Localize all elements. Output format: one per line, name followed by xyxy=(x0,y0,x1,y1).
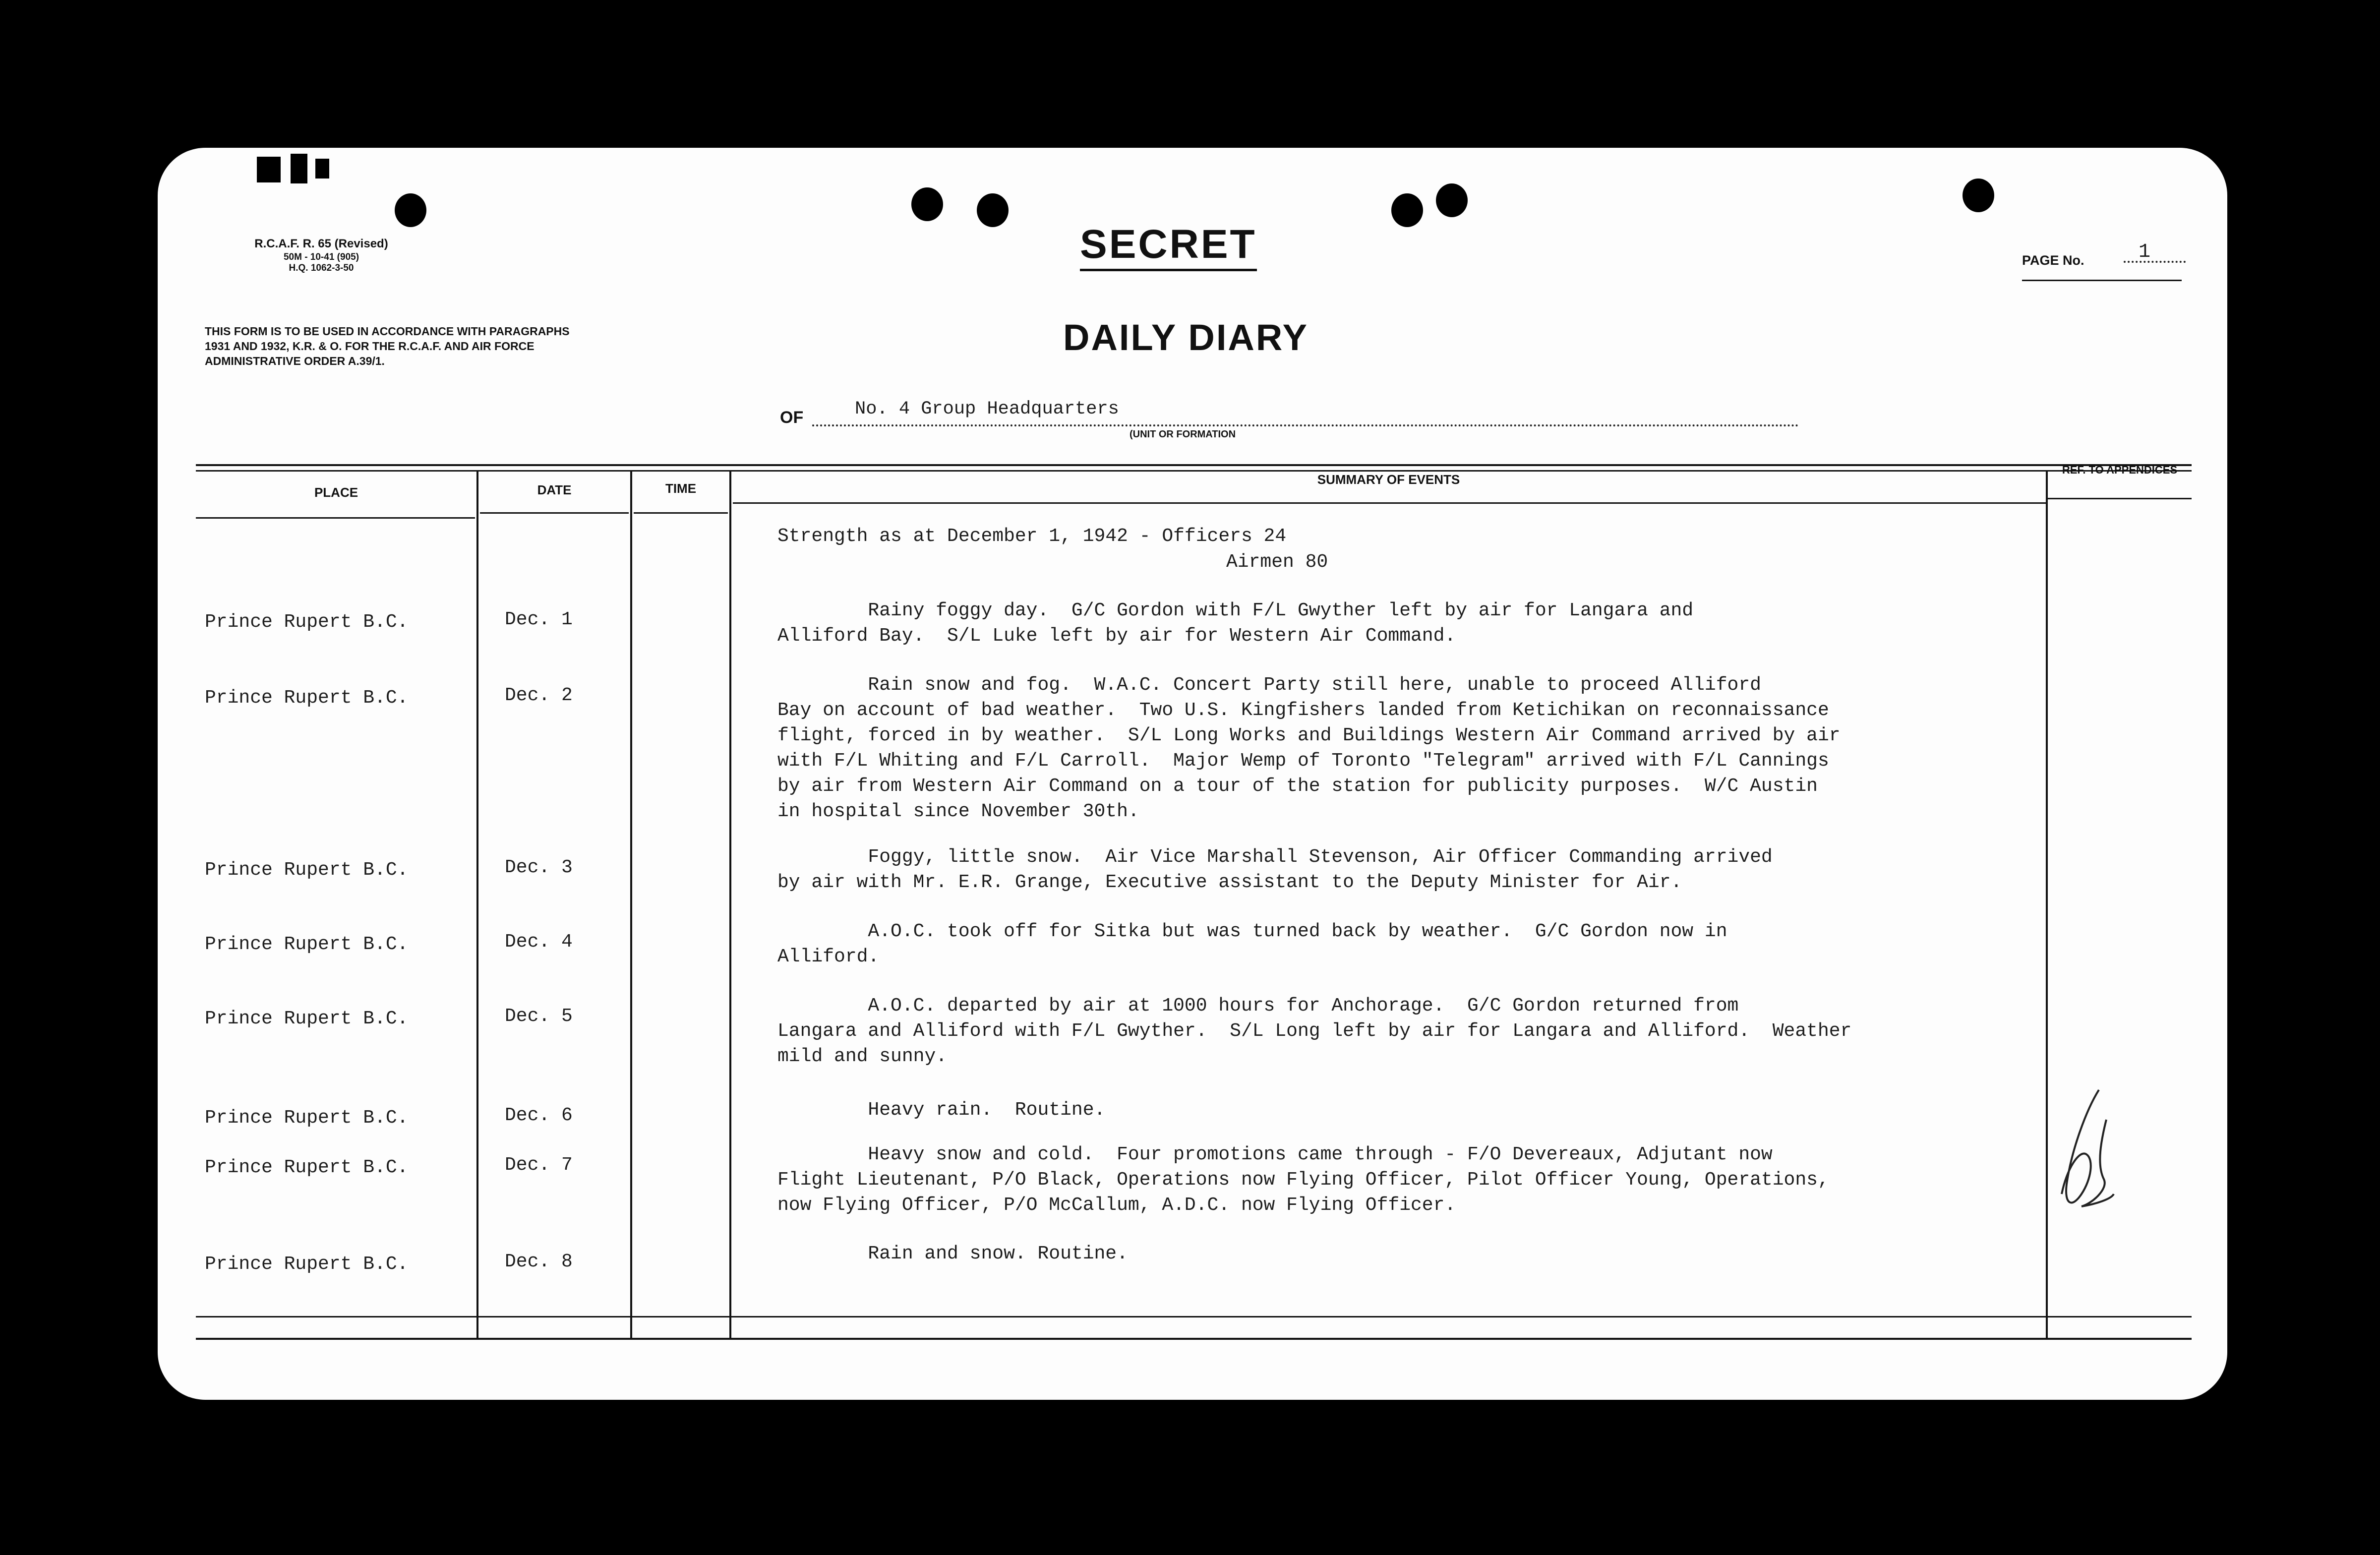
entry-place: Prince Rupert B.C. xyxy=(205,1157,409,1178)
entry-summary: A.O.C. departed by air at 1000 hours for Anchorage. G/C Gordon returned from Langara and Alliford with F/L Gwyther. S/L Long left by air for Langara and Alliford. Weather mild and sunny. xyxy=(777,995,1852,1067)
ink-blot xyxy=(257,157,281,182)
column-header-date: DATE xyxy=(537,482,572,497)
entry-date: Dec. 5 xyxy=(505,1006,573,1027)
page-title: DAILY DIARY xyxy=(1063,317,1309,358)
entry-place: Prince Rupert B.C. xyxy=(205,611,409,633)
entry-date: Dec. 4 xyxy=(505,931,573,953)
column-header-time: TIME xyxy=(665,481,697,496)
header-underline xyxy=(2048,498,2192,499)
unit-name: No. 4 Group Headquarters xyxy=(855,399,1119,419)
column-header-summary: SUMMARY OF EVENTS xyxy=(1317,472,1460,487)
unit-field-caption: (UNIT OR FORMATION xyxy=(1130,429,1236,440)
punch-hole xyxy=(1963,179,1994,212)
entry-summary: A.O.C. took off for Sitka but was turned back by weather. G/C Gordon now in Alliford. xyxy=(777,921,1727,967)
column-divider xyxy=(2046,470,2048,1338)
column-divider xyxy=(630,470,632,1338)
column-divider xyxy=(729,470,731,1338)
column-divider xyxy=(476,470,478,1338)
punch-hole xyxy=(1391,193,1423,227)
entry-summary: Heavy rain. Routine. xyxy=(777,1099,1106,1121)
punch-hole xyxy=(1436,183,1468,217)
entry-summary: Foggy, little snow. Air Vice Marshall Stevenson, Air Officer Commanding arrived by air with Mr. E.R. Grange, Executive assistant to the Deputy Minister for Air. xyxy=(777,846,1773,893)
form-number: R.C.A.F. R. 65 (Revised) xyxy=(254,237,388,250)
header-rule xyxy=(2022,280,2182,281)
entry-place: Prince Rupert B.C. xyxy=(205,1254,409,1275)
print-code: 50M - 10-41 (905) xyxy=(283,252,359,262)
unit-label: OF xyxy=(780,408,804,427)
form-instruction: THIS FORM IS TO BE USED IN ACCORDANCE WITH PARAGRAPHS 1931 AND 1932, K.R. & O. FOR THE R.C.A.F. AND AIR FORCE ADMINISTRATIVE ORDER A.39/1. xyxy=(205,325,570,367)
diary-form-card xyxy=(158,148,2227,1400)
handwritten-initials-icon xyxy=(2052,1080,2121,1229)
entry-date: Dec. 2 xyxy=(505,685,573,706)
table-top-rule xyxy=(196,470,2192,472)
entry-date: Dec. 7 xyxy=(505,1154,573,1176)
table-bottom-rule xyxy=(196,1316,2192,1317)
entry-place: Prince Rupert B.C. xyxy=(205,934,409,955)
entry-place: Prince Rupert B.C. xyxy=(205,1107,409,1129)
page-number: 1 xyxy=(2139,241,2151,263)
header-underline xyxy=(634,512,728,514)
column-header-place: PLACE xyxy=(314,485,358,500)
strength-line: Strength as at December 1, 1942 - Officers 24 xyxy=(777,526,1287,547)
ink-blot xyxy=(315,159,329,179)
form-reference xyxy=(205,236,438,274)
entry-date: Dec. 8 xyxy=(505,1251,573,1272)
ink-blot xyxy=(291,154,307,183)
strength-line: Airmen 80 xyxy=(1226,551,1328,573)
entry-date: Dec. 6 xyxy=(505,1105,573,1126)
entry-date: Dec. 3 xyxy=(505,857,573,878)
entry-date: Dec. 1 xyxy=(505,609,573,630)
entry-summary: Heavy snow and cold. Four promotions came through - F/O Devereaux, Adjutant now Flight Lieutenant, P/O Black, Operations now Flying Officer, Pilot Officer Young, Operations, now Flying Officer, P/O McCallum, A.D.C. now Flying Officer. xyxy=(777,1144,1829,1216)
entry-summary: Rainy foggy day. G/C Gordon with F/L Gwyther left by air for Langara and Alliford Bay. S/L Luke left by air for Western Air Command. xyxy=(777,600,1694,647)
page-number-field xyxy=(2124,241,2186,263)
classification-heading: SECRET xyxy=(1080,221,1257,271)
entry-summary: Rain and snow. Routine. xyxy=(777,1243,1128,1264)
punch-hole xyxy=(911,187,943,221)
entry-place: Prince Rupert B.C. xyxy=(205,859,409,881)
table-top-rule xyxy=(196,464,2192,466)
header-underline xyxy=(480,512,629,514)
header-underline xyxy=(196,517,475,519)
header-underline xyxy=(733,502,2046,504)
entry-place: Prince Rupert B.C. xyxy=(205,1008,409,1029)
page-number-label: PAGE No. xyxy=(2022,253,2084,268)
entry-summary: Rain snow and fog. W.A.C. Concert Party still here, unable to proceed Alliford Bay on account of bad weather. Two U.S. Kingfishers landed from Ketichikan on reconnaissance flight, forced in by weather. S/L Long Works and Buildings Western Air Command arrived by air with F/L Whiting and F/L Carroll. Major Wemp of Toronto "Telegram" arrived with F/L Cannings by air from Western Air Command on a tour of the station for publicity purposes. W/C Austin in hospital since November 30th. xyxy=(777,674,1841,822)
punch-hole xyxy=(395,193,426,227)
punch-hole xyxy=(977,193,1009,227)
column-header-ref: REF. TO APPENDICES xyxy=(2062,464,2178,476)
print-code: H.Q. 1062-3-50 xyxy=(289,263,354,273)
entry-place: Prince Rupert B.C. xyxy=(205,687,409,709)
table-bottom-rule xyxy=(196,1338,2192,1340)
